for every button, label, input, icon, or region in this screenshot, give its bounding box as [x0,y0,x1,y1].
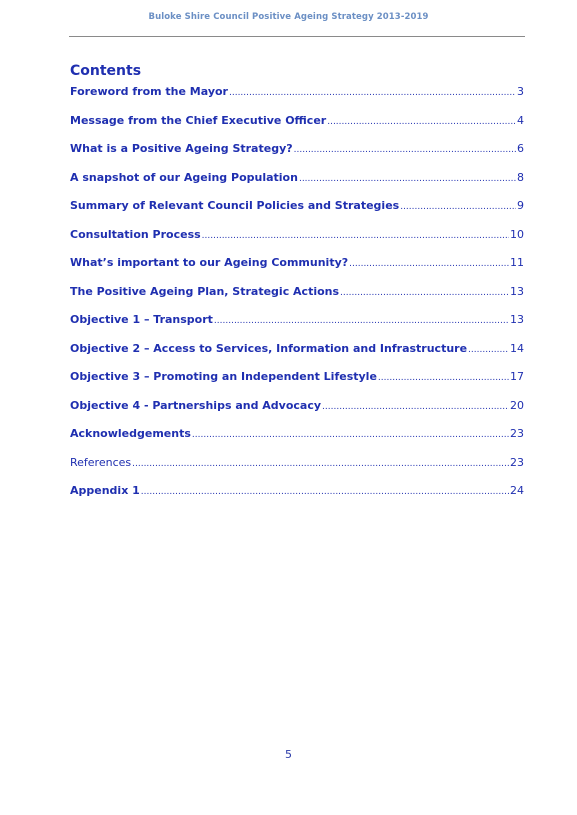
toc-entry-page[interactable]: 23 [510,455,524,469]
toc-entry-what-is-strategy[interactable] [70,142,524,171]
toc-leader-dots [229,88,516,98]
toc-entry-label[interactable]: The Positive Ageing Plan, Strategic Actions [70,284,340,298]
toc-leader-dots [349,259,509,269]
toc-entry-label[interactable]: Appendix 1 [70,484,140,497]
toc-entry-label[interactable]: Consultation Process [70,227,201,241]
toc-leader-dots [327,117,516,127]
toc-leader-dots [294,145,516,155]
toc-leader-dots [214,316,509,326]
toc-entry-page[interactable]: 13 [510,284,524,298]
toc-leader-dots [299,174,516,184]
toc-entry-label[interactable]: Acknowledgements [70,427,191,440]
toc-entry-whats-important[interactable] [70,256,524,285]
toc-entry-foreword[interactable] [70,85,524,114]
page-number: 5 [285,748,292,761]
toc-entry-page[interactable]: 8 [517,170,524,184]
toc-entry-page[interactable]: 17 [510,370,524,383]
toc-entry-page[interactable]: 24 [510,484,524,497]
toc-entry-objective-4[interactable] [70,399,524,428]
toc-leader-dots [132,459,509,469]
toc-leader-dots [192,430,509,440]
running-header: Buloke Shire Council Positive Ageing Strategy 2013-2019 [148,12,429,22]
toc-entry-page[interactable]: 11 [510,256,524,269]
toc-leader-dots [141,487,509,497]
toc-entry-page[interactable]: 4 [517,113,524,127]
toc-entry-acknowledgements[interactable] [70,427,524,456]
toc-entry-label[interactable]: Objective 1 – Transport [70,313,213,326]
toc-entry-page[interactable]: 10 [510,227,524,241]
header-rule [69,36,525,37]
toc-leader-dots [202,231,509,241]
toc-leader-dots [378,373,509,383]
toc-leader-dots [340,288,509,298]
toc-entry-page[interactable]: 23 [510,427,524,440]
toc-entry-ceo-message[interactable] [70,114,524,143]
toc-entry-label[interactable]: What is a Positive Ageing Strategy? [70,142,293,155]
toc-entry-label[interactable]: Message from the Chief Executive Officer [70,113,327,127]
toc-entry-label[interactable]: Objective 3 – Promoting an Independent Lifestyle [70,370,377,383]
toc-entry-page[interactable]: 3 [517,85,524,98]
toc-entry-label[interactable]: Objective 2 – Access to Services, Information and Infrastructure [70,341,468,355]
toc-entry-references[interactable] [70,456,524,485]
toc-entry-page[interactable]: 13 [510,313,524,326]
toc-entry-objective-2[interactable] [70,342,524,371]
toc-entry-objective-3[interactable] [70,370,524,399]
toc-leader-dots [322,402,509,412]
toc-entry-page[interactable]: 6 [517,142,524,155]
toc-entry-consultation[interactable] [70,228,524,257]
toc-entry-label[interactable]: Summary of Relevant Council Policies and Strategies [70,199,400,212]
toc-leader-dots [400,202,516,212]
table-of-contents [70,85,524,513]
toc-entry-appendix-1[interactable] [70,484,524,513]
toc-entry-label[interactable]: References [70,455,132,469]
toc-entry-label[interactable]: Foreword from the Mayor [70,85,228,98]
toc-leader-dots [468,345,509,355]
toc-entry-page[interactable]: 20 [510,398,524,412]
toc-entry-strategic-actions[interactable] [70,285,524,314]
toc-entry-snapshot[interactable] [70,171,524,200]
toc-entry-page[interactable]: 14 [510,341,524,355]
toc-entry-label[interactable]: A snapshot of our Ageing Population [70,170,298,184]
toc-entry-objective-1[interactable] [70,313,524,342]
toc-entry-label[interactable]: What’s important to our Ageing Community? [70,256,349,269]
toc-entry-label[interactable]: Objective 4 - Partnerships and Advocacy [70,398,322,412]
toc-entry-council-policies[interactable] [70,199,524,228]
toc-entry-page[interactable]: 9 [517,199,524,212]
contents-title: Contents [70,63,142,79]
